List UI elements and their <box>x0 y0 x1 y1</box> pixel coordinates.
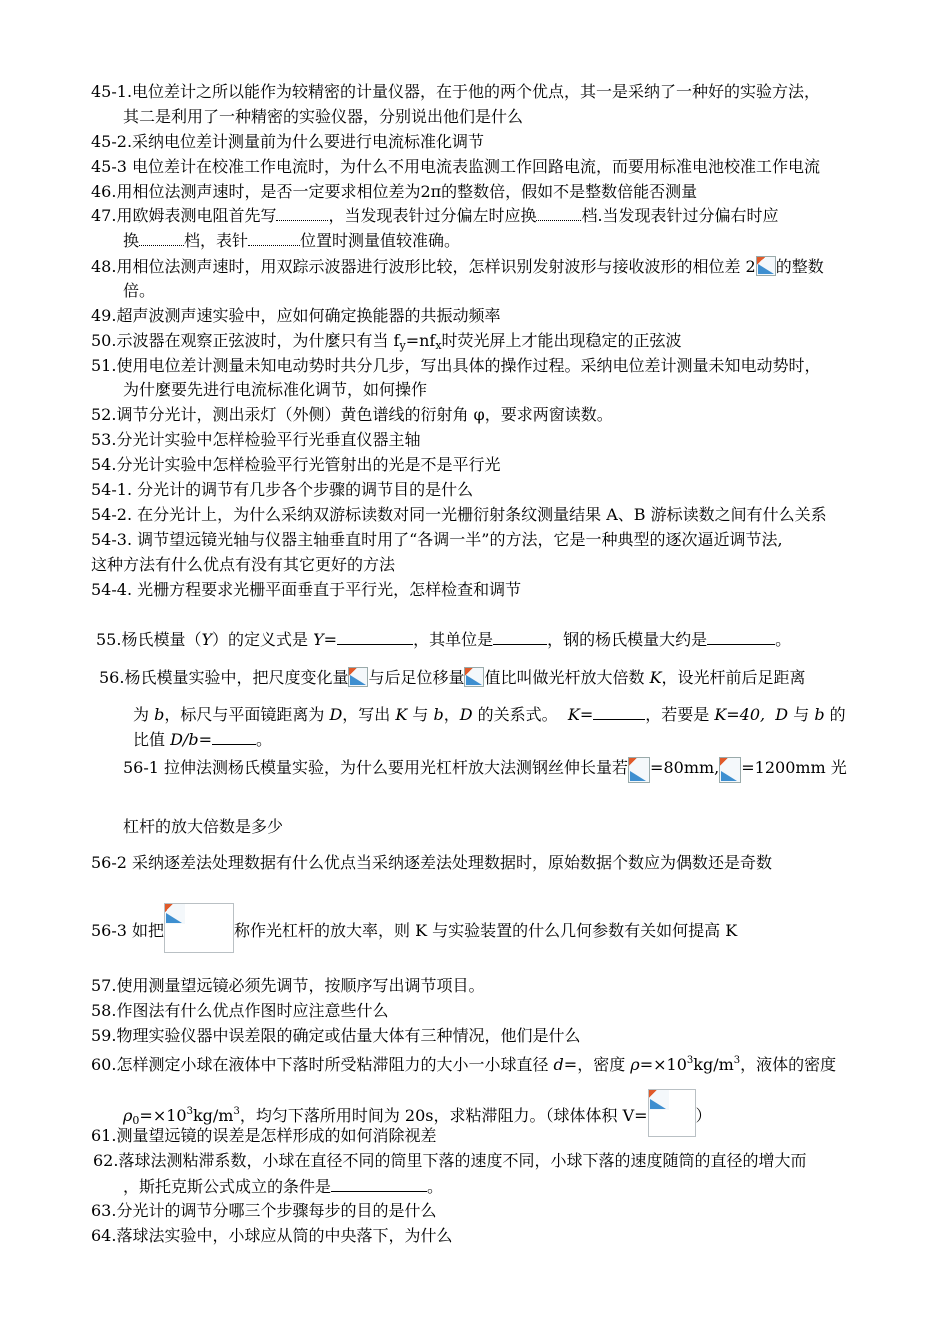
blank <box>536 207 581 221</box>
question-56-line2: 为 b，标尺与平面镜距离为 D，写出 K 与 b，D 的关系式。 K= ，若要是 K=40, D 与 b 的 <box>133 705 846 724</box>
question-54: 54.分光计实验中怎样检验平行光管射出的光是不是平行光 <box>91 455 501 474</box>
question-48-line2: 倍。 <box>123 281 156 300</box>
question-45-1-line2: 其二是利用了一种精密的实验仪器，分别说出他们是什么 <box>123 107 524 126</box>
blank <box>139 232 184 246</box>
question-54-3-line1: 54-3. 调节望远镜光轴与仪器主轴垂直时用了“各调一半”的方法，它是一种典型的逐次逼近调节法, <box>91 530 783 549</box>
question-47-line2: 换 档，表针 位置时测量值较准确。 <box>123 231 461 250</box>
question-48-line1: 48.用相位法测声速时，用双踪示波器进行波形比较，怎样识别发射波形与接收波形的相位差 2 的整数 <box>91 257 824 276</box>
question-46: 46.用相位法测声速时，是否一定要求相位差为2π的整数倍，假如不是整数倍能否测量 <box>91 182 698 201</box>
question-51-line1: 51.使用电位差计测量未知电动势时共分几步，写出具体的操作过程。采纳电位差计测量未知电动势时， <box>91 356 821 375</box>
question-49: 49.超声波测声速实验中，应如何确定换能器的共振动频率 <box>91 306 501 325</box>
question-62-line2: ，斯托克斯公式成立的条件是 。 <box>123 1177 444 1196</box>
question-45-1-line1: 45-1.电位差计之所以能作为较精密的计量仪器，在于他的两个优点，其一是采纳了一种好的实验方法， <box>91 82 821 101</box>
broken-image-icon <box>649 1090 669 1110</box>
formula-image-placeholder <box>164 903 234 953</box>
blank <box>707 629 775 645</box>
question-60-line2: $\rho_0=\times 10^3kg/m^3$，均匀下落所用时间为 20s，求粘滞阻力。（球体体积 V= ） <box>123 1089 712 1137</box>
formula-image-placeholder <box>648 1089 696 1137</box>
question-54-4: 54-4. 光栅方程要求光栅平面垂直于平行光，怎样检查和调节 <box>91 580 522 599</box>
question-58: 58.作图法有什么优点作图时应注意些什么 <box>91 1001 389 1020</box>
blank <box>331 1176 427 1192</box>
blank <box>248 232 300 246</box>
question-47-line1: 47.用欧姆表测电阻首先写 ，当发现表针过分偏左时应换 档.当发现表针过分偏右时应 <box>91 206 779 225</box>
question-54-1: 54-1. 分光计的调节有几步各个步骤的调节目的是什么 <box>91 480 474 499</box>
question-56-3: 56-3 如把 称作光杠杆的放大率，则 K 与实验装置的什么几何参数有关如何提高 K <box>91 903 737 953</box>
question-45-2: 45-2.采纳电位差计测量前为什么要进行电流标准化调节 <box>91 132 485 151</box>
question-59: 59.物理实验仪器中误差限的确定或估量大体有三种情况，他们是什么 <box>91 1026 581 1045</box>
blank <box>212 729 256 745</box>
question-54-3-line2: 这种方法有什么优点有没有其它更好的方法 <box>91 555 396 574</box>
broken-image-icon <box>756 256 776 276</box>
question-51-line2: 为什麼要先进行电流标准化调节，如何操作 <box>123 380 428 399</box>
question-53: 53.分光计实验中怎样检验平行光垂直仪器主轴 <box>91 430 421 449</box>
question-57: 57.使用测量望远镜必须先调节，按顺序写出调节项目。 <box>91 976 485 995</box>
question-56-2: 56-2 采纳逐差法处理数据有什么优点当采纳逐差法处理数据时，原始数据个数应为偶数还是奇数 <box>91 853 773 872</box>
question-61: 61.测量望远镜的误差是怎样形成的如何消除视差 <box>91 1126 437 1145</box>
question-60-line1: 60.怎样测定小球在液体中下落时所受粘滞阻力的大小一小球直径 d=，密度 $\rho=\times 10^3kg/m^3$，液体的密度 <box>91 1055 837 1074</box>
question-56-line1: 56.杨氏模量实验中，把尺度变化量 与后足位移量 值比叫做光杆放大倍数 K，设光杆前后足距离 <box>99 668 806 687</box>
question-54-2: 54-2. 在分光计上，为什么采纳双游标读数对同一光栅衍射条纹测量结果 A、B 游标读数之间有什么关系 <box>91 505 827 524</box>
formula-image-icon <box>628 757 650 783</box>
formula-image-icon <box>464 667 484 687</box>
formula-image-icon <box>719 757 741 783</box>
broken-image-icon <box>165 904 185 924</box>
blank <box>593 704 645 720</box>
formula-image-icon <box>348 667 368 687</box>
blank <box>276 207 328 221</box>
question-52: 52.调节分光计，测出汞灯（外侧）黄色谱线的衍射角 φ，要求两窗读数。 <box>91 405 613 424</box>
question-55: 55.杨氏模量（Y）的定义式是 Y= ，其单位是 ，钢的杨氏模量大约是 。 <box>96 630 792 649</box>
question-64: 64.落球法实验中，小球应从筒的中央落下，为什么 <box>91 1226 453 1245</box>
question-63: 63.分光计的调节分哪三个步骤每步的目的是什么 <box>91 1201 437 1220</box>
question-56-1-line1: 56-1 拉伸法测杨氏模量实验，为什么要用光杠杆放大法测钢丝伸长量若 =80mm, =1200mm 光 <box>123 757 847 783</box>
blank <box>493 629 547 645</box>
question-62-line1: 62.落球法测粘滞系数，小球在直径不同的筒里下落的速度不同，小球下落的速度随筒的直径的增大而 <box>93 1151 807 1170</box>
question-56-line3: 比值 D/b= 。 <box>133 730 272 749</box>
question-45-3: 45-3 电位差计在校准工作电流时，为什么不用电流表监测工作回路电流，而要用标准电池校准工作电流 <box>91 157 821 176</box>
blank <box>337 629 413 645</box>
question-50: 50.示波器在观察正弦波时，为什麼只有当 $f_y=nf_x$时荧光屏上才能出现稳定的正弦波 <box>91 331 682 352</box>
question-56-1-line2: 杠杆的放大倍数是多少 <box>123 817 284 836</box>
